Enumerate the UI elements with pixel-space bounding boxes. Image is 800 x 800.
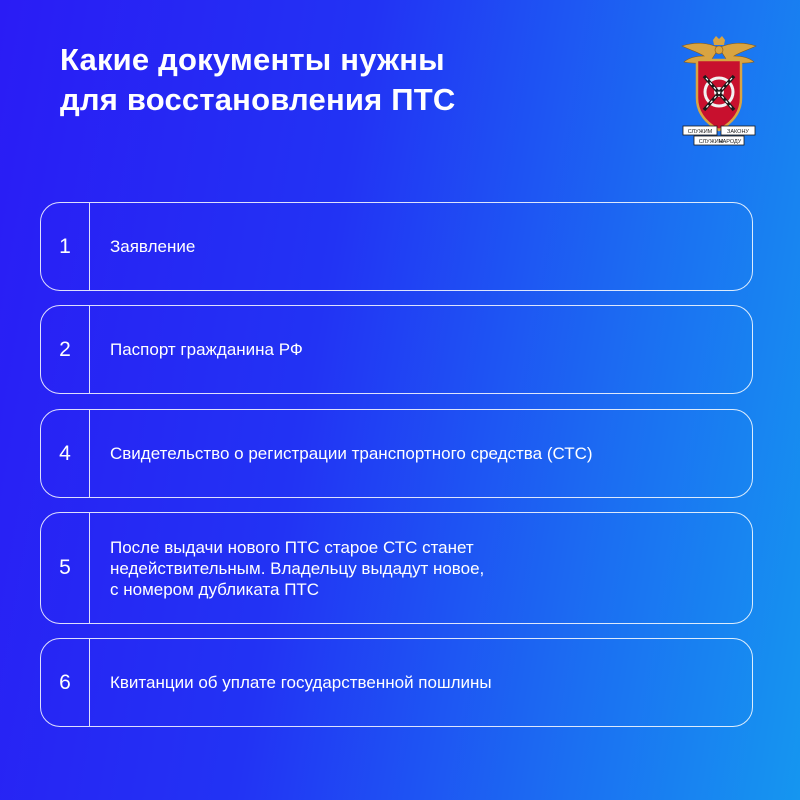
item-text-line: После выдачи нового ПТС старое СТС станет [110, 537, 474, 557]
title-line-2: для восстановления ПТС [60, 82, 456, 117]
item-text-line: Паспорт гражданина РФ [110, 340, 303, 359]
item-number: 5 [41, 513, 90, 623]
item-text-line: Свидетельство о регистрации транспортного средства (СТС) [110, 444, 593, 463]
item-text-line: с номером дубликата ПТС [110, 579, 320, 599]
item-text [90, 306, 752, 393]
item-number: 2 [41, 306, 90, 393]
emblem-ribbon-text-2: ЗАКОНУ [727, 129, 749, 135]
item-text [90, 639, 752, 726]
title-line-1: Какие документы нужны [60, 42, 445, 77]
traffic-police-emblem-icon [680, 36, 758, 148]
item-text [90, 203, 752, 290]
document-item-card [40, 202, 753, 291]
document-item-card [40, 638, 753, 727]
item-number: 4 [41, 410, 90, 497]
emblem-ribbon-text-4: НАРОДУ [718, 139, 742, 145]
item-text-line: Заявление [110, 237, 196, 256]
item-number: 6 [41, 639, 90, 726]
item-text [90, 513, 752, 623]
page-title [60, 40, 620, 120]
emblem-ribbon-text-3: СЛУЖИМ [698, 139, 724, 145]
document-item-card [40, 512, 753, 624]
document-item-card [40, 305, 753, 394]
item-text-line: Квитанции об уплате государственной пошлины [110, 673, 492, 692]
item-text-block [110, 537, 484, 600]
item-number: 1 [41, 203, 90, 290]
emblem-ribbon-text-1: СЛУЖИМ [687, 129, 713, 135]
item-text [90, 410, 752, 497]
document-item-card [40, 409, 753, 498]
item-text-line: недействительным. Владельцу выдадут новое, [110, 558, 485, 578]
